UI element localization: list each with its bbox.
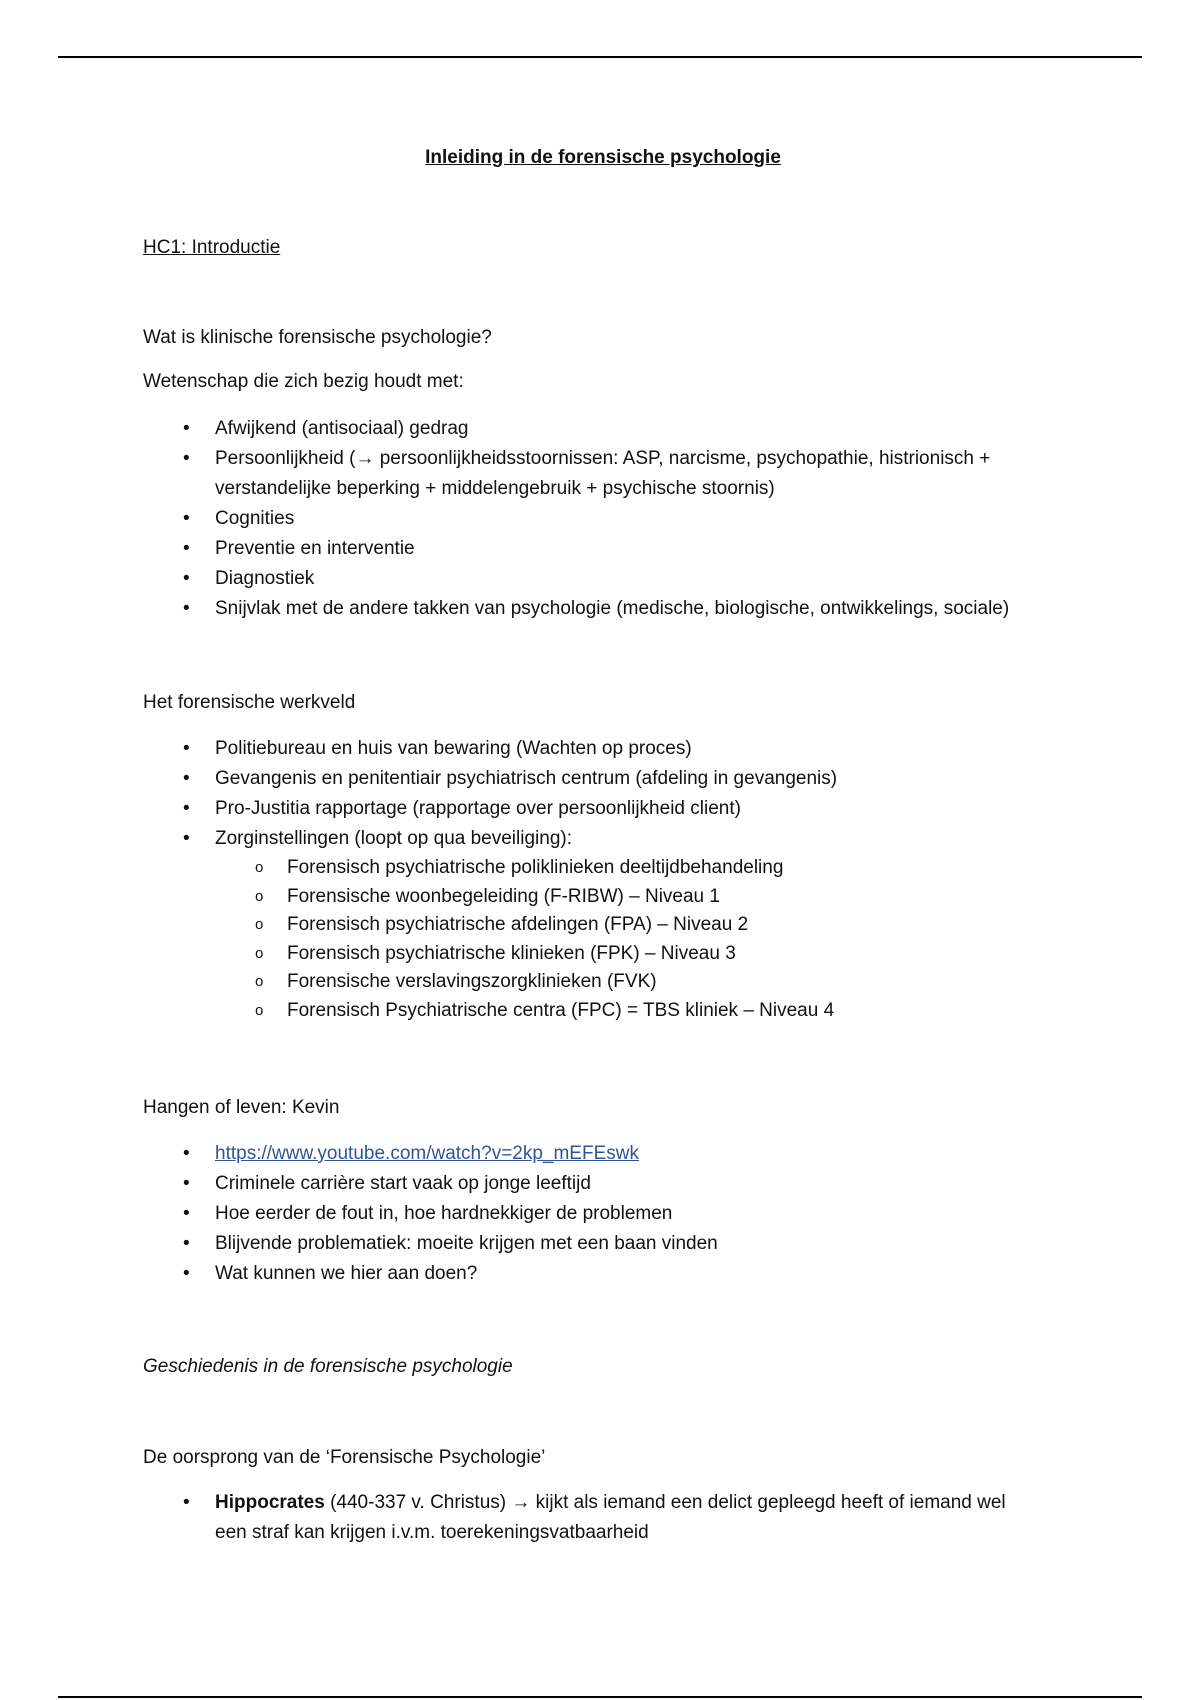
kevin-list bbox=[143, 1139, 1063, 1289]
list-item: • Pro-Justitia rapportage (rapportage over persoonlijkheid client) bbox=[143, 794, 1063, 824]
question-heading: Wat is klinische forensische psychologie? bbox=[143, 327, 492, 348]
zorginstellingen-sublist bbox=[215, 854, 1063, 1025]
question-intro: Wetenschap die zich bezig houdt met: bbox=[143, 371, 464, 392]
list-item bbox=[143, 824, 1063, 1025]
bottom-rule bbox=[58, 1696, 1142, 1698]
sub-list-item: o Forensisch Psychiatrische centra (FPC) = TBS kliniek – Niveau 4 bbox=[143, 997, 1063, 1026]
oorsprong-heading: De oorsprong van de ‘Forensische Psychologie’ bbox=[143, 1447, 546, 1468]
list-item: • Blijvende problematiek: moeite krijgen met een baan vinden bbox=[143, 1229, 1063, 1259]
list-item: • Afwijkend (antisociaal) gedrag bbox=[143, 414, 1063, 444]
werkveld-heading: Het forensische werkveld bbox=[143, 692, 356, 713]
list-item: • Gevangenis en penitentiair psychiatrisch centrum (afdeling in gevangenis) bbox=[143, 764, 1063, 794]
zorginstellingen-label: Zorginstellingen (loopt op qua beveiliging): bbox=[215, 828, 573, 849]
list-item: • Preventie en interventie bbox=[143, 534, 1063, 564]
kevin-heading: Hangen of leven: Kevin bbox=[143, 1097, 340, 1118]
list-item bbox=[143, 1139, 1063, 1169]
topics-list bbox=[143, 414, 1063, 624]
geschiedenis-heading: Geschiedenis in de forensische psychologie bbox=[143, 1356, 513, 1377]
hippocrates-text: (440-337 v. Christus) → kijkt als iemand een delict gepleegd heeft of iemand wel een straf kan krijgen i.v.m. toerekeningsvatbaarheid bbox=[215, 1492, 1006, 1543]
sub-list-item: o Forensische woonbegeleiding (F-RIBW) – Niveau 1 bbox=[143, 883, 1063, 912]
sub-list-item: o Forensisch psychiatrische klinieken (FPK) – Niveau 3 bbox=[143, 940, 1063, 969]
werkveld-list bbox=[143, 734, 1063, 1025]
list-item bbox=[143, 1488, 1063, 1548]
hippocrates-name: Hippocrates bbox=[215, 1492, 325, 1513]
list-item: • Diagnostiek bbox=[143, 564, 1063, 594]
list-item: • Wat kunnen we hier aan doen? bbox=[143, 1259, 1063, 1289]
document-title: Inleiding in de forensische psychologie bbox=[425, 147, 781, 168]
sub-list-item: o Forensisch psychiatrische afdelingen (FPA) – Niveau 2 bbox=[143, 911, 1063, 940]
youtube-link[interactable]: https://www.youtube.com/watch?v=2kp_mEFEswk bbox=[215, 1143, 639, 1164]
sub-list-item: o Forensische verslavingszorgklinieken (FVK) bbox=[143, 968, 1063, 997]
list-item: • Criminele carrière start vaak op jonge leeftijd bbox=[143, 1169, 1063, 1199]
list-item: • Hoe eerder de fout in, hoe hardnekkiger de problemen bbox=[143, 1199, 1063, 1229]
oorsprong-list bbox=[143, 1488, 1063, 1548]
section-heading: HC1: Introductie bbox=[143, 237, 281, 258]
top-rule bbox=[58, 56, 1142, 58]
list-item: • Persoonlijkheid (→ persoonlijkheidsstoornissen: ASP, narcisme, psychopathie, histrionisch + verstandelijke beperking + middelengebruik + psychische stoornis) bbox=[143, 444, 1063, 504]
sub-list-item: o Forensisch psychiatrische poliklinieken deeltijdbehandeling bbox=[143, 854, 1063, 883]
list-item: • Snijvlak met de andere takken van psychologie (medische, biologische, ontwikkelings, sociale) bbox=[143, 594, 1063, 624]
list-item: • Cognities bbox=[143, 504, 1063, 534]
list-item: • Politiebureau en huis van bewaring (Wachten op proces) bbox=[143, 734, 1063, 764]
